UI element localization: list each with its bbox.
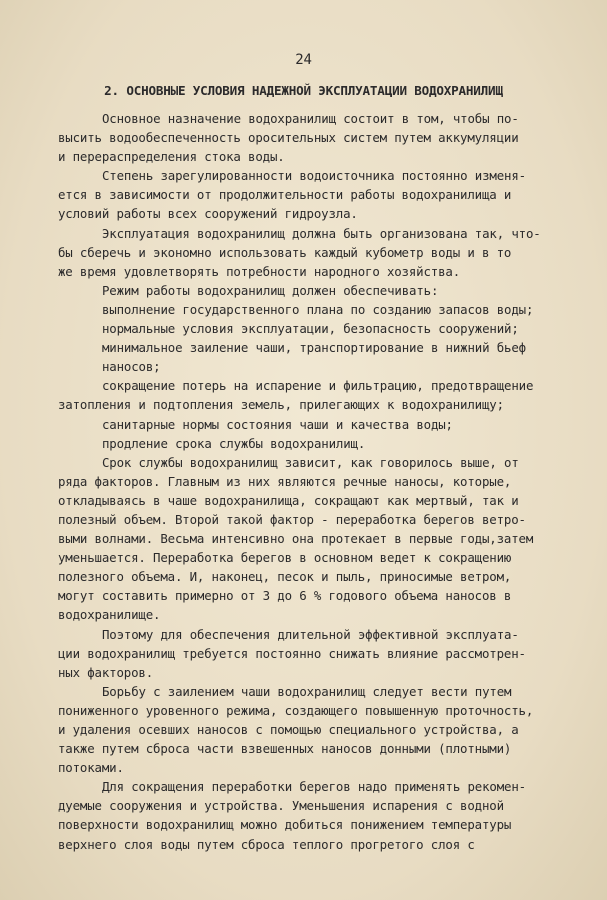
text-line: пониженного уровенного режима, создающего повышенную проточность, — [58, 702, 534, 718]
text-line: затопления и подтопления земель, прилегающих к водохранилищу; — [58, 397, 504, 413]
text-line: Борьбу с заилением чаши водохранилищ следует вести путем — [102, 683, 512, 699]
text-line: ряда факторов. Главным из них являются речные наносы, которые, — [58, 473, 512, 489]
text-line: водохранилище. — [58, 607, 161, 623]
text-line: выми волнами. Весьма интенсивно она протекает в первые годы,затем — [58, 531, 534, 547]
text-line: потоками. — [58, 760, 124, 776]
text-line: полезный объем. Второй такой фактор - переработка берегов ветро- — [58, 511, 526, 527]
text-line: уменьшается. Переработка берегов в основном ведет к сокращению — [58, 550, 512, 566]
text-line: верхнего слоя воды путем сброса теплого прогретого слоя с — [58, 836, 475, 852]
text-line: нормальные условия эксплуатации, безопасность сооружений; — [102, 321, 519, 337]
text-line: ции водохранилищ требуется постоянно снижать влияние рассмотрен- — [58, 645, 526, 661]
text-line: условий работы всех сооружений гидроузла. — [58, 206, 358, 222]
text-line: Эксплуатация водохранилищ должна быть организована так, что- — [102, 225, 541, 241]
text-line: продление срока службы водохранилищ. — [102, 435, 366, 451]
text-line: Основное назначение водохранилищ состоит в том, чтобы по- — [102, 111, 519, 126]
text-line: дуемые сооружения и устройства. Уменьшения испарения с водной — [58, 798, 504, 814]
text-line: сокращение потерь на испарение и фильтрацию, предотвращение — [102, 378, 534, 394]
text-line: откладываясь в чаше водохранилища, сокращают как мертвый, так и — [58, 492, 519, 508]
text-line: минимальное заиление чаши, транспортирование в нижний бьеф — [102, 340, 526, 356]
text-line: бы сберечь и экономно использовать каждый кубометр воды и в то — [58, 244, 512, 260]
text-line: выполнение государственного плана по созданию запасов воды; — [102, 301, 534, 317]
section-title: 2. ОСНОВНЫЕ УСЛОВИЯ НАДЕЖНОЙ ЭКСПЛУАТАЦИИ ВОДОХРАНИЛИЩ — [104, 83, 503, 98]
text-line: Степень зарегулированности водоисточника постоянно изменя- — [102, 168, 526, 184]
text-line: же время удовлетворять потребности народного хозяйства. — [58, 263, 461, 279]
text-line: Режим работы водохранилищ должен обеспечивать: — [102, 282, 439, 298]
body-text — [58, 109, 580, 854]
text-line: Поэтому для обеспечения длительной эффективной эксплуата- — [102, 626, 519, 642]
page-number: 24 — [295, 52, 312, 68]
text-line: высить водообеспеченность оросительных систем путем аккумуляции — [58, 130, 519, 146]
text-line: полезного объема. И, наконец, песок и пыль, приносимые ветром, — [58, 569, 512, 585]
text-line: санитарные нормы состояния чаши и качества воды; — [102, 416, 453, 432]
text-line: и перераспределения стока воды. — [58, 149, 285, 165]
text-line: Для сокращения переработки берегов надо применять рекомен- — [102, 779, 526, 795]
text-line: поверхности водохранилищ можно добиться понижением температуры — [58, 817, 512, 833]
text-line: также путем сброса части взвешенных наносов донными (плотными) — [58, 741, 512, 757]
text-line: ется в зависимости от продолжительности работы водохранилища и — [58, 187, 512, 203]
text-line: наносов; — [102, 359, 161, 375]
text-line: могут составить примерно от 3 до 6 % годового объема наносов в — [58, 588, 512, 604]
text-line: ных факторов. — [58, 664, 154, 680]
text-line: Срок службы водохранилищ зависит, как говорилось выше, от — [102, 454, 519, 470]
text-line: и удаления осевших наносов с помощью специального устройства, а — [58, 722, 519, 737]
